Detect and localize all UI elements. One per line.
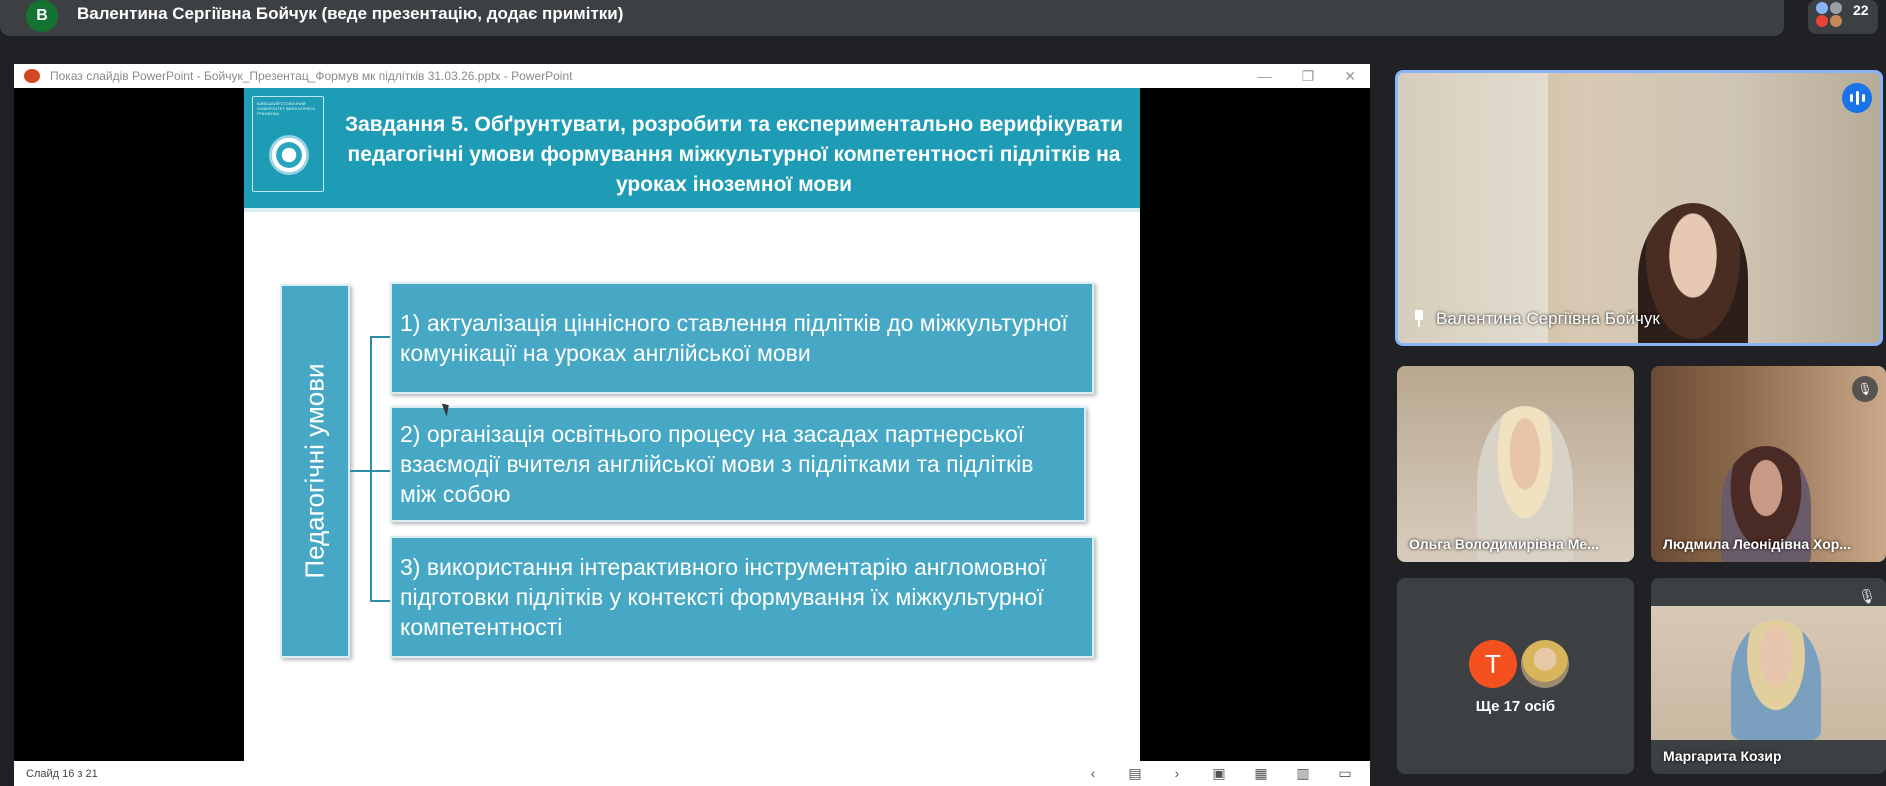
presenter-avatar: В (26, 0, 58, 32)
condition-1: 1) актуалізація ціннісного ставлення підлітків до міжкультурної комунікації на уроках англійської мови (390, 282, 1094, 394)
powerpoint-window (14, 64, 1370, 786)
condition-2: 2) організація освітнього процесу на засадах партнерської взаємодії вчителя англійської мови з підлітками та підлітків між собою (390, 406, 1086, 522)
condition-3: 3) використання інтерактивного інструментарію англомовної підготовки підлітків у контексті формування їх міжкультурної компетентності (390, 536, 1094, 658)
participant-name-text: Валентина Сергіївна Бойчук (1436, 309, 1660, 328)
participant-avatar: Т (1469, 640, 1517, 688)
minimize-button[interactable]: — (1257, 68, 1272, 84)
participant-video (1651, 606, 1886, 740)
pedagogical-conditions-box (280, 284, 350, 658)
slideshow-icon[interactable]: ▭ (1338, 765, 1352, 781)
presenter-banner (0, 0, 1784, 36)
emblem-star-icon (269, 135, 309, 175)
mic-off-icon: 🎙 (1858, 588, 1876, 604)
pinned-participant-name (1412, 309, 1660, 329)
connector-line (370, 470, 390, 472)
participant-avatar (1521, 640, 1569, 688)
participant-mini-avatar (1830, 15, 1842, 27)
participant-mini-avatar (1816, 15, 1828, 27)
emblem-text: КИЇВСЬКИЙ СТОЛИЧНИЙ УНІВЕРСИТЕТ ІМЕНІ БОРИСА ГРІНЧЕНКА (257, 101, 315, 116)
speaking-indicator-icon (1842, 83, 1872, 113)
slide (244, 88, 1140, 761)
participant-mini-avatar (1816, 2, 1828, 14)
video-tile[interactable] (1397, 366, 1634, 562)
presenter-title: Валентина Сергіївна Бойчук (веде презентацію, додає примітки) (77, 4, 624, 23)
ppt-title-bar (14, 64, 1370, 88)
mic-off-icon: 🎙 (1852, 376, 1878, 402)
background-curtain (1398, 73, 1548, 346)
participant-name: Людмила Леонідівна Хор... (1663, 536, 1851, 552)
ppt-window-title: Показ слайдів PowerPoint - Бойчук_Презентац_Формув мк підлітків 31.03.26.pptx - PowerPoint (50, 69, 573, 83)
pin-icon (1412, 310, 1426, 328)
participant-count: 22 (1853, 2, 1869, 18)
slide-sorter-icon[interactable]: ▦ (1254, 765, 1268, 781)
slide-header (244, 88, 1140, 208)
participant-figure (1731, 620, 1821, 740)
vertical-label: Педагогічні умови (299, 363, 330, 579)
next-slide-icon[interactable]: › (1174, 765, 1180, 781)
participant-name: Маргарита Козир (1663, 748, 1782, 764)
slide-counter: Слайд 16 з 21 (26, 767, 98, 780)
more-participants-tile[interactable] (1397, 578, 1634, 774)
restore-button[interactable]: ❐ (1301, 68, 1315, 84)
reading-view-icon[interactable]: ▥ (1296, 765, 1310, 781)
pinned-video-tile[interactable] (1395, 70, 1883, 346)
participant-mini-avatar (1830, 2, 1842, 14)
normal-view-icon[interactable]: ▣ (1212, 765, 1226, 781)
powerpoint-icon (24, 69, 40, 83)
slide-list-icon[interactable]: ▤ (1128, 765, 1142, 781)
ppt-status-bar (14, 761, 1370, 786)
video-tile[interactable] (1651, 578, 1886, 774)
university-emblem (252, 96, 324, 192)
more-participants-label: Ще 17 осіб (1475, 698, 1556, 715)
connector-bracket (370, 336, 390, 602)
slide-title: Завдання 5. Обґрунтувати, розробити та експериментально верифікувати педагогічні умови формування міжкультурної компетентності підлітків на уроках іноземної мови (344, 113, 1124, 196)
video-tile[interactable] (1651, 366, 1886, 562)
participant-name: Ольга Володимирівна Ме... (1409, 536, 1599, 552)
more-avatars (1469, 640, 1569, 688)
connector-line (350, 470, 370, 472)
participants-button[interactable] (1808, 0, 1878, 34)
close-button[interactable]: ✕ (1344, 68, 1356, 84)
prev-slide-icon[interactable]: ‹ (1090, 765, 1096, 781)
